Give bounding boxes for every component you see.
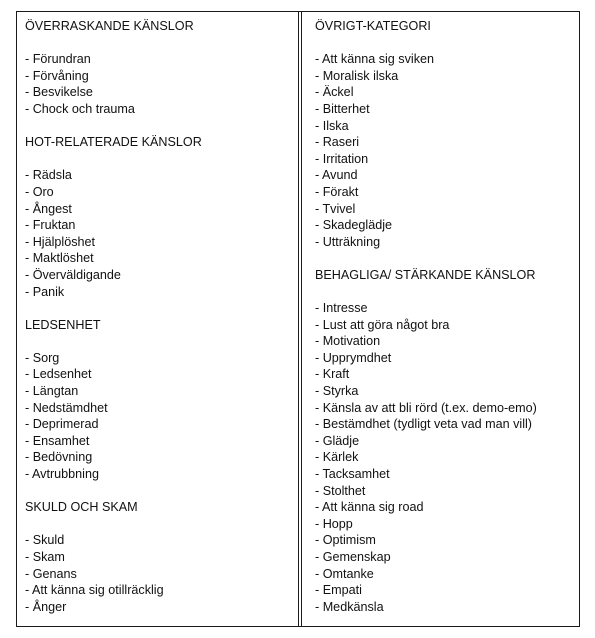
emotion-item: - Utträkning xyxy=(315,234,381,249)
emotion-item: - Ledsenhet xyxy=(25,367,92,382)
emotion-item: - Bedövning xyxy=(25,450,93,465)
emotion-item: - Deprimerad xyxy=(25,417,99,432)
emotion-item: - Avtrubbning xyxy=(25,467,99,482)
emotion-item: - Tvivel xyxy=(315,201,356,216)
emotion-item: - Hopp xyxy=(315,516,353,531)
emotion-item: - Avund xyxy=(315,168,358,183)
category-heading: BEHAGLIGA/ STÄRKANDE KÄNSLOR xyxy=(315,267,536,282)
emotion-item: - Äckel xyxy=(315,85,354,100)
emotion-item: - Tacksamhet xyxy=(315,467,390,482)
emotion-item: - Maktlöshet xyxy=(25,251,94,266)
emotion-item: - Bestämdhet (tydligt veta vad man vill) xyxy=(315,417,532,432)
emotion-item: - Förvåning xyxy=(25,68,89,83)
emotion-item: - Kraft xyxy=(315,367,350,382)
category-heading: SKULD OCH SKAM xyxy=(25,500,138,515)
emotion-item: - Ånger xyxy=(25,599,67,614)
emotion-item: - Irritation xyxy=(315,151,369,166)
right-column xyxy=(315,18,577,632)
emotion-table xyxy=(16,11,580,627)
emotion-item: - Raseri xyxy=(315,135,360,150)
emotion-item: - Moralisk ilska xyxy=(315,68,399,83)
emotion-item: - Medkänsla xyxy=(315,599,384,614)
category-section xyxy=(25,134,293,300)
emotion-item: - Känsla av att bli rörd (t.ex. demo-emo) xyxy=(315,400,537,415)
emotion-item: - Besvikelse xyxy=(25,85,93,100)
emotion-item: - Skuld xyxy=(25,533,65,548)
category-section xyxy=(25,499,293,615)
left-column xyxy=(25,18,293,632)
category-heading: HOT-RELATERADE KÄNSLOR xyxy=(25,135,202,150)
emotion-item: - Kärlek xyxy=(315,450,359,465)
emotion-item: - Oro xyxy=(25,184,54,199)
emotion-item: - Skadeglädje xyxy=(315,218,393,233)
emotion-item: - Förundran xyxy=(25,52,91,67)
emotion-item: - Styrka xyxy=(315,384,359,399)
category-section xyxy=(315,267,577,615)
emotion-item: - Nedstämdhet xyxy=(25,400,108,415)
category-heading: LEDSENHET xyxy=(25,317,101,332)
emotion-item: - Lust att göra något bra xyxy=(315,317,450,332)
emotion-item: - Hjälplöshet xyxy=(25,234,95,249)
emotion-item: - Bitterhet xyxy=(315,101,370,116)
emotion-item: - Att känna sig sviken xyxy=(315,52,435,67)
emotion-item: - Ensamhet xyxy=(25,433,90,448)
emotion-item: - Gemenskap xyxy=(315,550,391,564)
emotion-item: - Sorg xyxy=(25,350,60,365)
emotion-item: - Längtan xyxy=(25,384,79,399)
emotion-item: - Glädje xyxy=(315,433,360,448)
emotion-item: - Fruktan xyxy=(25,218,76,233)
emotion-item: - Att känna sig road xyxy=(315,500,424,515)
emotion-item: - Förakt xyxy=(315,184,359,199)
category-section xyxy=(315,18,577,250)
emotion-item: - Ilska xyxy=(315,118,349,133)
emotion-item: - Motivation xyxy=(315,334,381,349)
emotion-item: - Upprymdhet xyxy=(315,350,392,365)
emotion-item: - Omtanke xyxy=(315,566,374,581)
category-section xyxy=(25,317,293,483)
emotion-item: - Skam xyxy=(25,550,65,564)
emotion-item: - Genans xyxy=(25,566,77,581)
emotion-item: - Intresse xyxy=(315,301,368,316)
emotion-item: - Chock och trauma xyxy=(25,101,135,116)
emotion-item: - Att känna sig otillräcklig xyxy=(25,583,164,598)
category-section xyxy=(25,18,293,118)
emotion-item: - Panik xyxy=(25,284,65,299)
category-heading: ÖVRIGT-KATEGORI xyxy=(315,19,431,33)
category-heading: ÖVERRASKANDE KÄNSLOR xyxy=(25,19,194,33)
emotion-item: - Rädsla xyxy=(25,168,72,183)
emotion-item: - Stolthet xyxy=(315,483,366,498)
emotion-item: - Empati xyxy=(315,583,362,598)
emotion-item: - Ångest xyxy=(25,201,72,216)
emotion-item: - Optimism xyxy=(315,533,376,548)
emotion-item: - Överväldigande xyxy=(25,267,121,282)
column-divider xyxy=(298,12,302,626)
